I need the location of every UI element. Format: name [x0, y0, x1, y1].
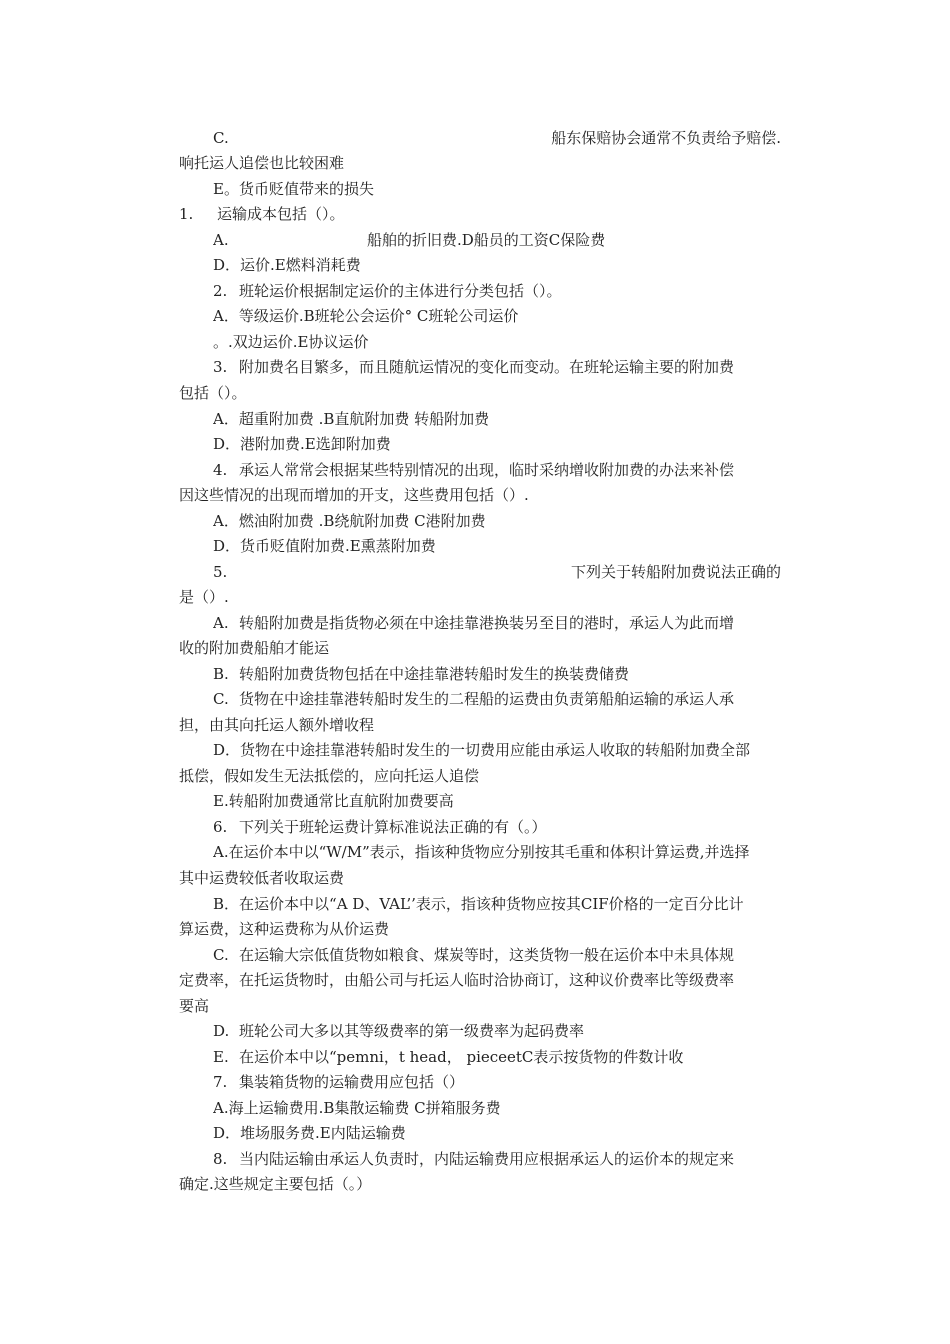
option-line: D．货物在中途挂靠港转船时发生的一切费用应能由承运人收取的转船附加费全部 [213, 741, 751, 759]
option-line: B. 转船附加费货物包括在中途挂靠港转船时发生的换装费储费 [213, 665, 630, 683]
text-line: 抵偿，假如发生无法抵偿的，应向托运人追偿 [179, 767, 480, 785]
text-line: 算运费，这种运费称为从价运费 [179, 920, 390, 938]
option-line: D．货币贬值附加费.E熏蒸附加费 [213, 537, 436, 555]
text-line: 响托运人追偿也比较困难 [179, 154, 345, 172]
question-line: 4. 承运人常常会根据某些特别情况的出现，临时采纳增收附加费的办法来补偿 [213, 461, 735, 479]
option-line: E. 在运价本中以“pemni，t head， pieceetC表示按货物的件数计收 [213, 1048, 684, 1066]
option-line: 。.双边运价.E协议运价 [213, 333, 369, 351]
question-line: 6. 下列关于班轮运费计算标准说法正确的有（。） [213, 818, 547, 836]
question-line: 2. 班轮运价根据制定运价的主体进行分类包括（）。 [213, 282, 562, 300]
question-line: 7. 集装箱货物的运输费用应包括（） [213, 1073, 465, 1091]
option-line: D．运价.E燃料消耗费 [213, 256, 361, 274]
option-line: E。货币贬值带来的损失 [213, 180, 374, 198]
option-line: D. 班轮公司大多以其等级费率的第一级费率为起码费率 [213, 1022, 585, 1040]
option-line: D．港附加费.E选卸附加费 [213, 435, 391, 453]
text-line: 定费率，在托运货物时，由船公司与托运人临时洽协商订，这种议价费率比等级费率 [179, 971, 735, 989]
option-line: A. 转船附加费是指货物必须在中途挂靠港换装另至目的港时，承运人为此而增 [213, 614, 735, 632]
text-line: 其中运费较低者收取运费 [179, 869, 345, 887]
option-line: A. 船舶的折旧费.D船员的工资C保险费 [213, 231, 606, 249]
question-line: 1. 运输成本包括（）。 [179, 205, 345, 223]
question-line: 3. 附加费名目繁多，而且随航运情况的变化而变动。在班轮运输主要的附加费 [213, 358, 735, 376]
text-line: 收的附加费船舶才能运 [179, 639, 330, 657]
option-line: E.转船附加费通常比直航附加费要高 [213, 792, 454, 810]
option-line: D．堆场服务费.E内陆运输费 [213, 1124, 406, 1142]
option-line: C. 船东保赔协会通常不负责给予赔偿. [213, 129, 781, 147]
question-line: 5. 下列关于转船附加费说法正确的 [213, 563, 781, 581]
text-line: 包括（）。 [179, 384, 247, 402]
text-line: 因这些情况的出现而增加的开支，这些费用包括（）. [179, 486, 529, 504]
option-line: A．燃油附加费 .B绕航附加费 C港附加费 [213, 512, 486, 530]
text-line: 担，由其向托运人额外增收程 [179, 716, 375, 734]
option-line: C. 货物在中途挂靠港转船时发生的二程船的运费由负责第船舶运输的承运人承 [213, 690, 735, 708]
text-line: 要高 [179, 997, 210, 1015]
option-line: A.海上运输费用.B集散运输费 C拼箱服务费 [213, 1099, 501, 1117]
option-line: B．在运价本中以“A D、VAL’’表示，指该种货物应按其CIF价格的一定百分比计 [213, 895, 744, 913]
option-line: A．超重附加费 .B直航附加费 转船附加费 [213, 410, 490, 428]
option-line: A.在运价本中以“W/M”表示，指该种货物应分别按其毛重和体积计算运费,并选择 [213, 843, 750, 861]
option-line: A．等级运价.B班轮公会运价° C班轮公司运价 [213, 307, 519, 325]
option-line: C. 在运输大宗低值货物如粮食、煤炭等时，这类货物一般在运价本中未具体规 [213, 946, 735, 964]
text-line: 确定.这些规定主要包括（。） [179, 1175, 372, 1193]
text-line: 是（）. [179, 588, 229, 606]
question-line: 8. 当内陆运输由承运人负责时，内陆运输费用应根据承运人的运价本的规定来 [213, 1150, 735, 1168]
